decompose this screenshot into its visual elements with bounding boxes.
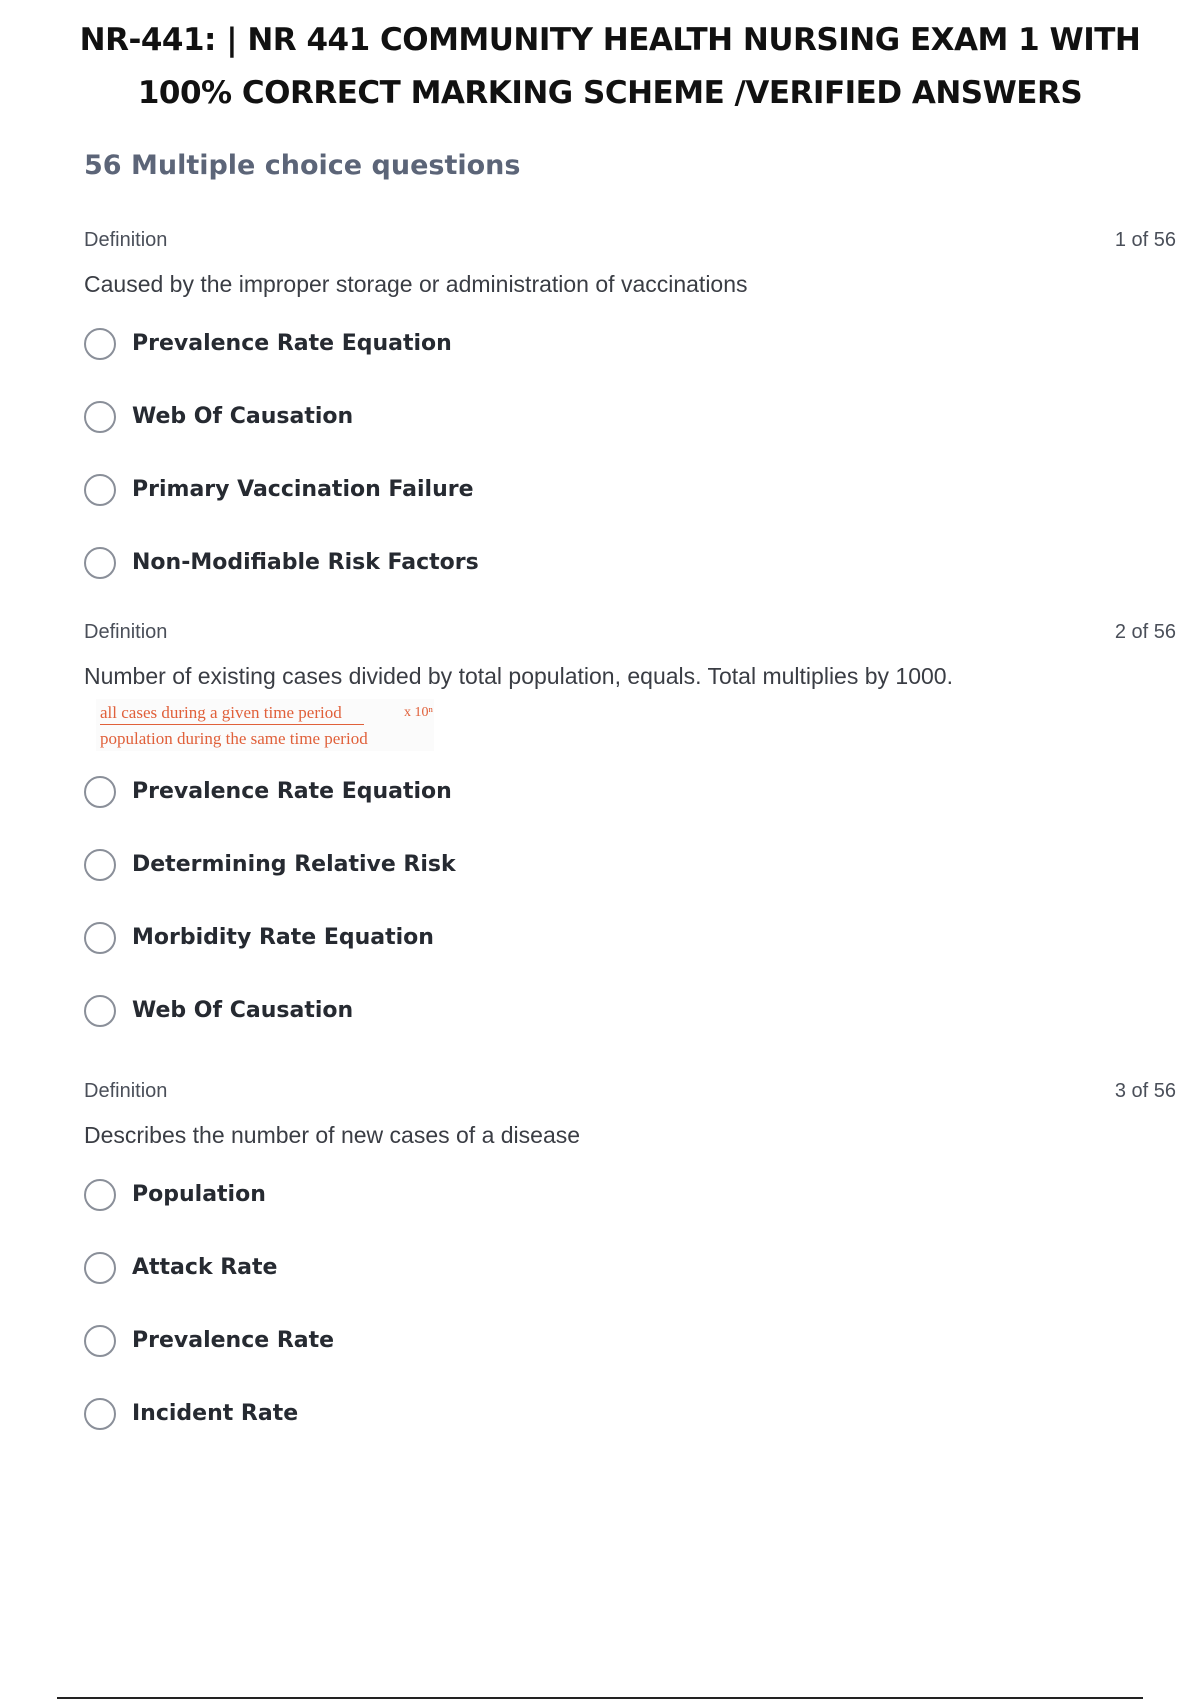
answer-option-label: Prevalence Rate [132,1328,335,1353]
answer-option[interactable] [84,453,1176,526]
radio-button[interactable] [84,776,116,808]
question-prompt: Describes the number of new cases of a disease [84,1122,581,1148]
footer-rule [57,1697,1143,1699]
radio-button[interactable] [84,1179,116,1211]
answer-option[interactable] [84,1231,1176,1304]
question-counter: 3 of 56 [1114,1080,1176,1102]
answer-option-label: Population [132,1182,266,1207]
answer-option[interactable] [84,828,1176,901]
answer-option[interactable] [84,380,1176,453]
answer-option[interactable] [84,755,1176,828]
radio-button[interactable] [84,547,116,579]
question-prompt: Caused by the improper storage or administration of vaccinations [84,271,748,297]
answer-option-label: Prevalence Rate Equation [132,779,452,804]
answer-option-label: Incident Rate [132,1401,299,1426]
radio-button[interactable] [84,1252,116,1284]
question-prompt: Number of existing cases divided by total population, equals. Total multiplies by 1000. [84,663,953,689]
answer-option[interactable] [84,1377,1176,1450]
answer-option-label: Morbidity Rate Equation [132,925,434,950]
radio-button[interactable] [84,401,116,433]
radio-button[interactable] [84,922,116,954]
answer-option-label: Web Of Causation [132,404,354,429]
answer-option-label: Attack Rate [132,1255,278,1280]
answer-option[interactable] [84,1304,1176,1377]
answer-options [84,307,1176,599]
question-type-label: Definition [84,229,168,251]
answer-option-label: Web Of Causation [132,998,354,1023]
answer-option-label: Primary Vaccination Failure [132,477,474,502]
question-counter: 1 of 56 [1114,229,1176,251]
question-2 [84,621,1176,1047]
answer-option[interactable] [84,1158,1176,1231]
question-3 [84,1080,1176,1450]
answer-option[interactable] [84,526,1176,599]
radio-button[interactable] [84,1398,116,1430]
question-header [84,621,1176,649]
question-header [84,1080,1176,1108]
radio-button[interactable] [84,328,116,360]
answer-option[interactable] [84,974,1176,1047]
document-title-line-2: 100% CORRECT MARKING SCHEME /VERIFIED ANSWERS [137,75,1083,111]
answer-option[interactable] [84,901,1176,974]
question-1 [84,229,1176,599]
formula-image [96,699,434,751]
question-type-label: Definition [84,621,168,643]
section-heading: 56 Multiple choice questions [84,150,521,181]
answer-options [84,1158,1176,1450]
radio-button[interactable] [84,1325,116,1357]
formula-multiplier: x 10ⁿ [404,705,433,720]
answer-options [84,755,1176,1047]
formula-denominator: population during the same time period [100,729,368,748]
radio-button[interactable] [84,474,116,506]
document-title-line-1: NR-441: | NR 441 COMMUNITY HEALTH NURSING EXAM 1 WITH [79,22,1141,58]
question-header [84,229,1176,257]
radio-button[interactable] [84,995,116,1027]
formula-numerator: all cases during a given time period [100,703,364,725]
answer-option[interactable] [84,307,1176,380]
radio-button[interactable] [84,849,116,881]
answer-option-label: Determining Relative Risk [132,852,456,877]
question-counter: 2 of 56 [1114,621,1176,643]
question-type-label: Definition [84,1080,168,1102]
document-title [60,14,1160,120]
answer-option-label: Prevalence Rate Equation [132,331,452,356]
answer-option-label: Non-Modifiable Risk Factors [132,550,479,575]
